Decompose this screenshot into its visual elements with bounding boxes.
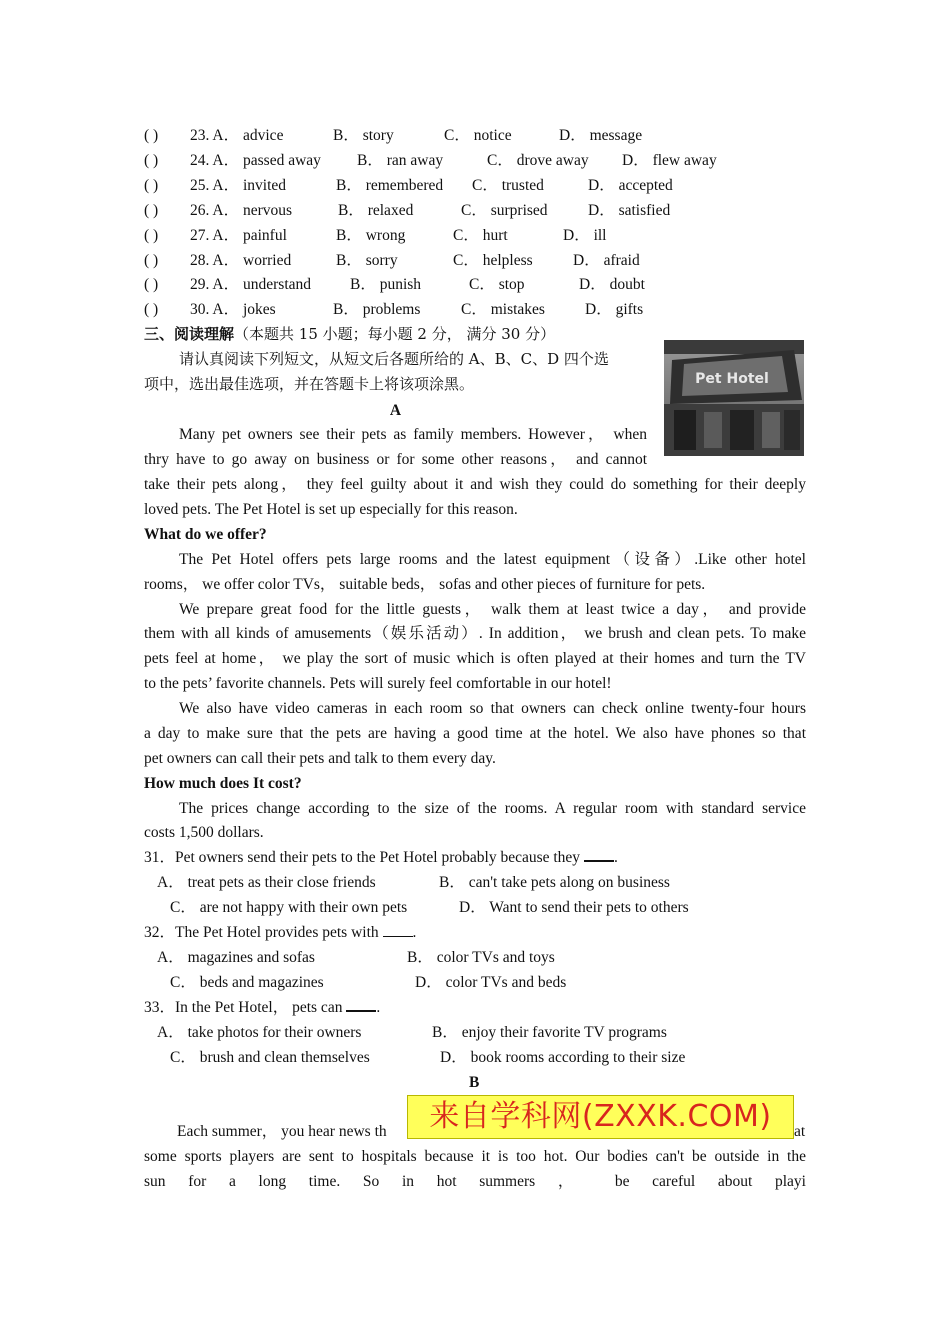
watermark-banner: 来自学科网(ZXXK.COM): [407, 1095, 794, 1139]
passage-b-line1-end: at: [794, 1123, 806, 1140]
item-number: 25. A．: [190, 177, 240, 194]
question-33: [144, 995, 806, 1020]
cloze-row-29: [144, 272, 806, 297]
cloze-row-27: [144, 223, 806, 248]
option-d[interactable]: D． satisfied: [588, 202, 671, 219]
option-a[interactable]: worried: [243, 252, 292, 269]
passage-a-heading-offer: What do we offer?: [144, 526, 267, 543]
option-b[interactable]: B． remembered: [336, 177, 444, 194]
option-c[interactable]: C． drove away: [487, 152, 589, 169]
option-c[interactable]: C． surprised: [461, 202, 548, 219]
passage-b-label: B: [469, 1074, 480, 1091]
answer-paren: ( ): [144, 202, 159, 219]
option-d[interactable]: D． gifts: [585, 301, 644, 318]
option-d[interactable]: D． doubt: [579, 276, 645, 293]
item-number: 30. A．: [190, 301, 240, 318]
q33-option-a[interactable]: A． take photos for their owners: [157, 1024, 362, 1041]
option-c[interactable]: C． notice: [444, 127, 512, 144]
option-a[interactable]: nervous: [243, 202, 293, 219]
q32-option-b[interactable]: B． color TVs and toys: [407, 949, 555, 966]
answer-blank: [584, 846, 614, 862]
q32-option-d[interactable]: D． color TVs and beds: [415, 974, 567, 991]
passage-b-line1-start: Each summer， you hear news th: [177, 1123, 387, 1140]
option-b[interactable]: B． problems: [333, 301, 421, 318]
passage-a-p4-line1: We also have video cameras in each room so that owners can check online twenty-four hours: [179, 700, 806, 717]
option-a[interactable]: invited: [243, 177, 287, 194]
instruction-line-2: 项中，选出最佳选项，并在答题卡上将该项涂黑。: [144, 375, 475, 393]
option-b[interactable]: B． wrong: [336, 227, 406, 244]
answer-paren: ( ): [144, 252, 159, 269]
answer-paren: ( ): [144, 301, 159, 318]
passage-a-p3-line1: We prepare great food for the little guests， walk them at least twice a day， and provide: [179, 601, 806, 618]
passage-a-p2-line2: rooms， we offer color TVs， suitable beds， sofas and other pieces of furniture for pets.: [144, 576, 706, 593]
passage-a-p4-line3: pet owners can call their pets and talk to them every day.: [144, 750, 496, 767]
passage-a-p4-line2: a day to make sure that the pets are having a good time at the hotel. We also have phones so that: [144, 725, 806, 742]
option-a[interactable]: painful: [243, 227, 287, 244]
question-31-end: .: [613, 849, 618, 866]
option-d[interactable]: D． message: [559, 127, 643, 144]
option-b[interactable]: B． sorry: [336, 252, 398, 269]
option-c[interactable]: C． hurt: [453, 227, 508, 244]
question-32-end: .: [412, 924, 417, 941]
option-a[interactable]: advice: [243, 127, 284, 144]
photo-sign-text: Pet Hotel: [695, 371, 769, 387]
instruction-line-1: 请认真阅读下列短文，从短文后各题所给的 A、B、C、D 四个选: [179, 350, 609, 368]
answer-blank: [383, 922, 413, 937]
option-d[interactable]: D． accepted: [588, 177, 673, 194]
option-b[interactable]: B． ran away: [357, 152, 444, 169]
answer-paren: ( ): [144, 127, 159, 144]
q31-option-c[interactable]: C． are not happy with their own pets: [170, 899, 408, 916]
cloze-row-24: [144, 148, 806, 173]
option-a[interactable]: jokes: [243, 301, 276, 318]
cloze-row-30: [144, 297, 806, 322]
passage-a-p3-line4: to the pets’ favorite channels. Pets will surely feel comfortable in our hotel!: [144, 675, 612, 692]
passage-a-p1-line2: thry have to go away on business or for some other reasons， and cannot: [144, 451, 647, 468]
cloze-row-26: [144, 198, 806, 223]
question-31: [144, 845, 806, 870]
q33-option-c[interactable]: C． brush and clean themselves: [170, 1049, 370, 1066]
section-note: （本题共 15 小题；每小题 2 分， 满分 30 分）: [234, 325, 556, 343]
q33-option-d[interactable]: D． book rooms according to their size: [440, 1049, 686, 1066]
answer-paren: ( ): [144, 177, 159, 194]
q31-option-a[interactable]: A． treat pets as their close friends: [157, 874, 376, 891]
q33-option-b[interactable]: B． enjoy their favorite TV programs: [432, 1024, 667, 1041]
passage-a-p3-line3: pets feel at home， we play the sort of music which is often played at their homes and turn the TV: [144, 650, 806, 667]
passage-a-p2-line1: The Pet Hotel offers pets large rooms and the latest equipment（设备）.Like other hotel: [179, 551, 806, 568]
passage-a-p5-line1: The prices change according to the size of the rooms. A regular room with standard service: [179, 800, 806, 817]
q31-option-d[interactable]: D． Want to send their pets to others: [459, 899, 689, 916]
option-a[interactable]: passed away: [243, 152, 321, 169]
cloze-row-23: [144, 123, 806, 148]
answer-paren: ( ): [144, 152, 159, 169]
option-a[interactable]: understand: [243, 276, 312, 293]
cloze-row-28: [144, 248, 806, 273]
option-d[interactable]: D． flew away: [622, 152, 717, 169]
question-32-stem: 32．The Pet Hotel provides pets with: [144, 924, 379, 941]
item-number: 26. A．: [190, 202, 240, 219]
pet-hotel-photo: [664, 340, 804, 456]
passage-a-label: A: [389, 402, 402, 419]
q32-option-a[interactable]: A． magazines and sofas: [157, 949, 315, 966]
option-c[interactable]: C． mistakes: [461, 301, 545, 318]
passage-a-p1-line3: take their pets along， they feel guilty about it and wish they could do something for their deeply: [144, 476, 806, 493]
question-33-end: .: [376, 999, 381, 1016]
question-33-stem: 33．In the Pet Hotel， pets can: [144, 999, 343, 1016]
passage-b-line2: some sports players are sent to hospitals because it is too hot. Our bodies can't be outside in the: [144, 1148, 806, 1165]
item-number: 23. A．: [190, 127, 240, 144]
cloze-row-25: [144, 173, 806, 198]
option-b[interactable]: B． relaxed: [338, 202, 414, 219]
option-c[interactable]: C． stop: [469, 276, 525, 293]
answer-paren: ( ): [144, 276, 159, 293]
passage-a-p1-line4: loved pets. The Pet Hotel is set up especially for this reason.: [144, 501, 518, 518]
item-number: 28. A．: [190, 252, 240, 269]
passage-a-p1-line1: Many pet owners see their pets as family members. However， when: [179, 426, 647, 443]
item-number: 29. A．: [190, 276, 240, 293]
option-d[interactable]: D． ill: [563, 227, 607, 244]
section-title: 三、阅读理解: [144, 325, 235, 343]
item-number: 27. A．: [190, 227, 240, 244]
option-d[interactable]: D． afraid: [573, 252, 640, 269]
question-31-stem: 31．Pet owners send their pets to the Pet Hotel probably because they: [144, 849, 581, 866]
passage-a-p5-line2: costs 1,500 dollars.: [144, 824, 264, 841]
question-32: [144, 920, 806, 945]
option-b[interactable]: B． punish: [350, 276, 422, 293]
option-b[interactable]: B． story: [333, 127, 394, 144]
passage-b-line3: sun for a long time. So in hot summers ， be careful about playi: [144, 1173, 806, 1190]
item-number: 24. A．: [190, 152, 240, 169]
answer-blank: [346, 996, 376, 1012]
q31-option-b[interactable]: B． can't take pets along on business: [439, 874, 670, 891]
answer-paren: ( ): [144, 227, 159, 244]
option-c[interactable]: C． trusted: [472, 177, 544, 194]
option-c[interactable]: C． helpless: [453, 252, 533, 269]
passage-a-p3-line2: them with all kinds of amusements（娱乐活动）. In addition， we brush and clean pets. To make: [144, 625, 806, 642]
passage-a-heading-cost: How much does It cost?: [144, 775, 302, 792]
q32-option-c[interactable]: C． beds and magazines: [170, 974, 324, 991]
